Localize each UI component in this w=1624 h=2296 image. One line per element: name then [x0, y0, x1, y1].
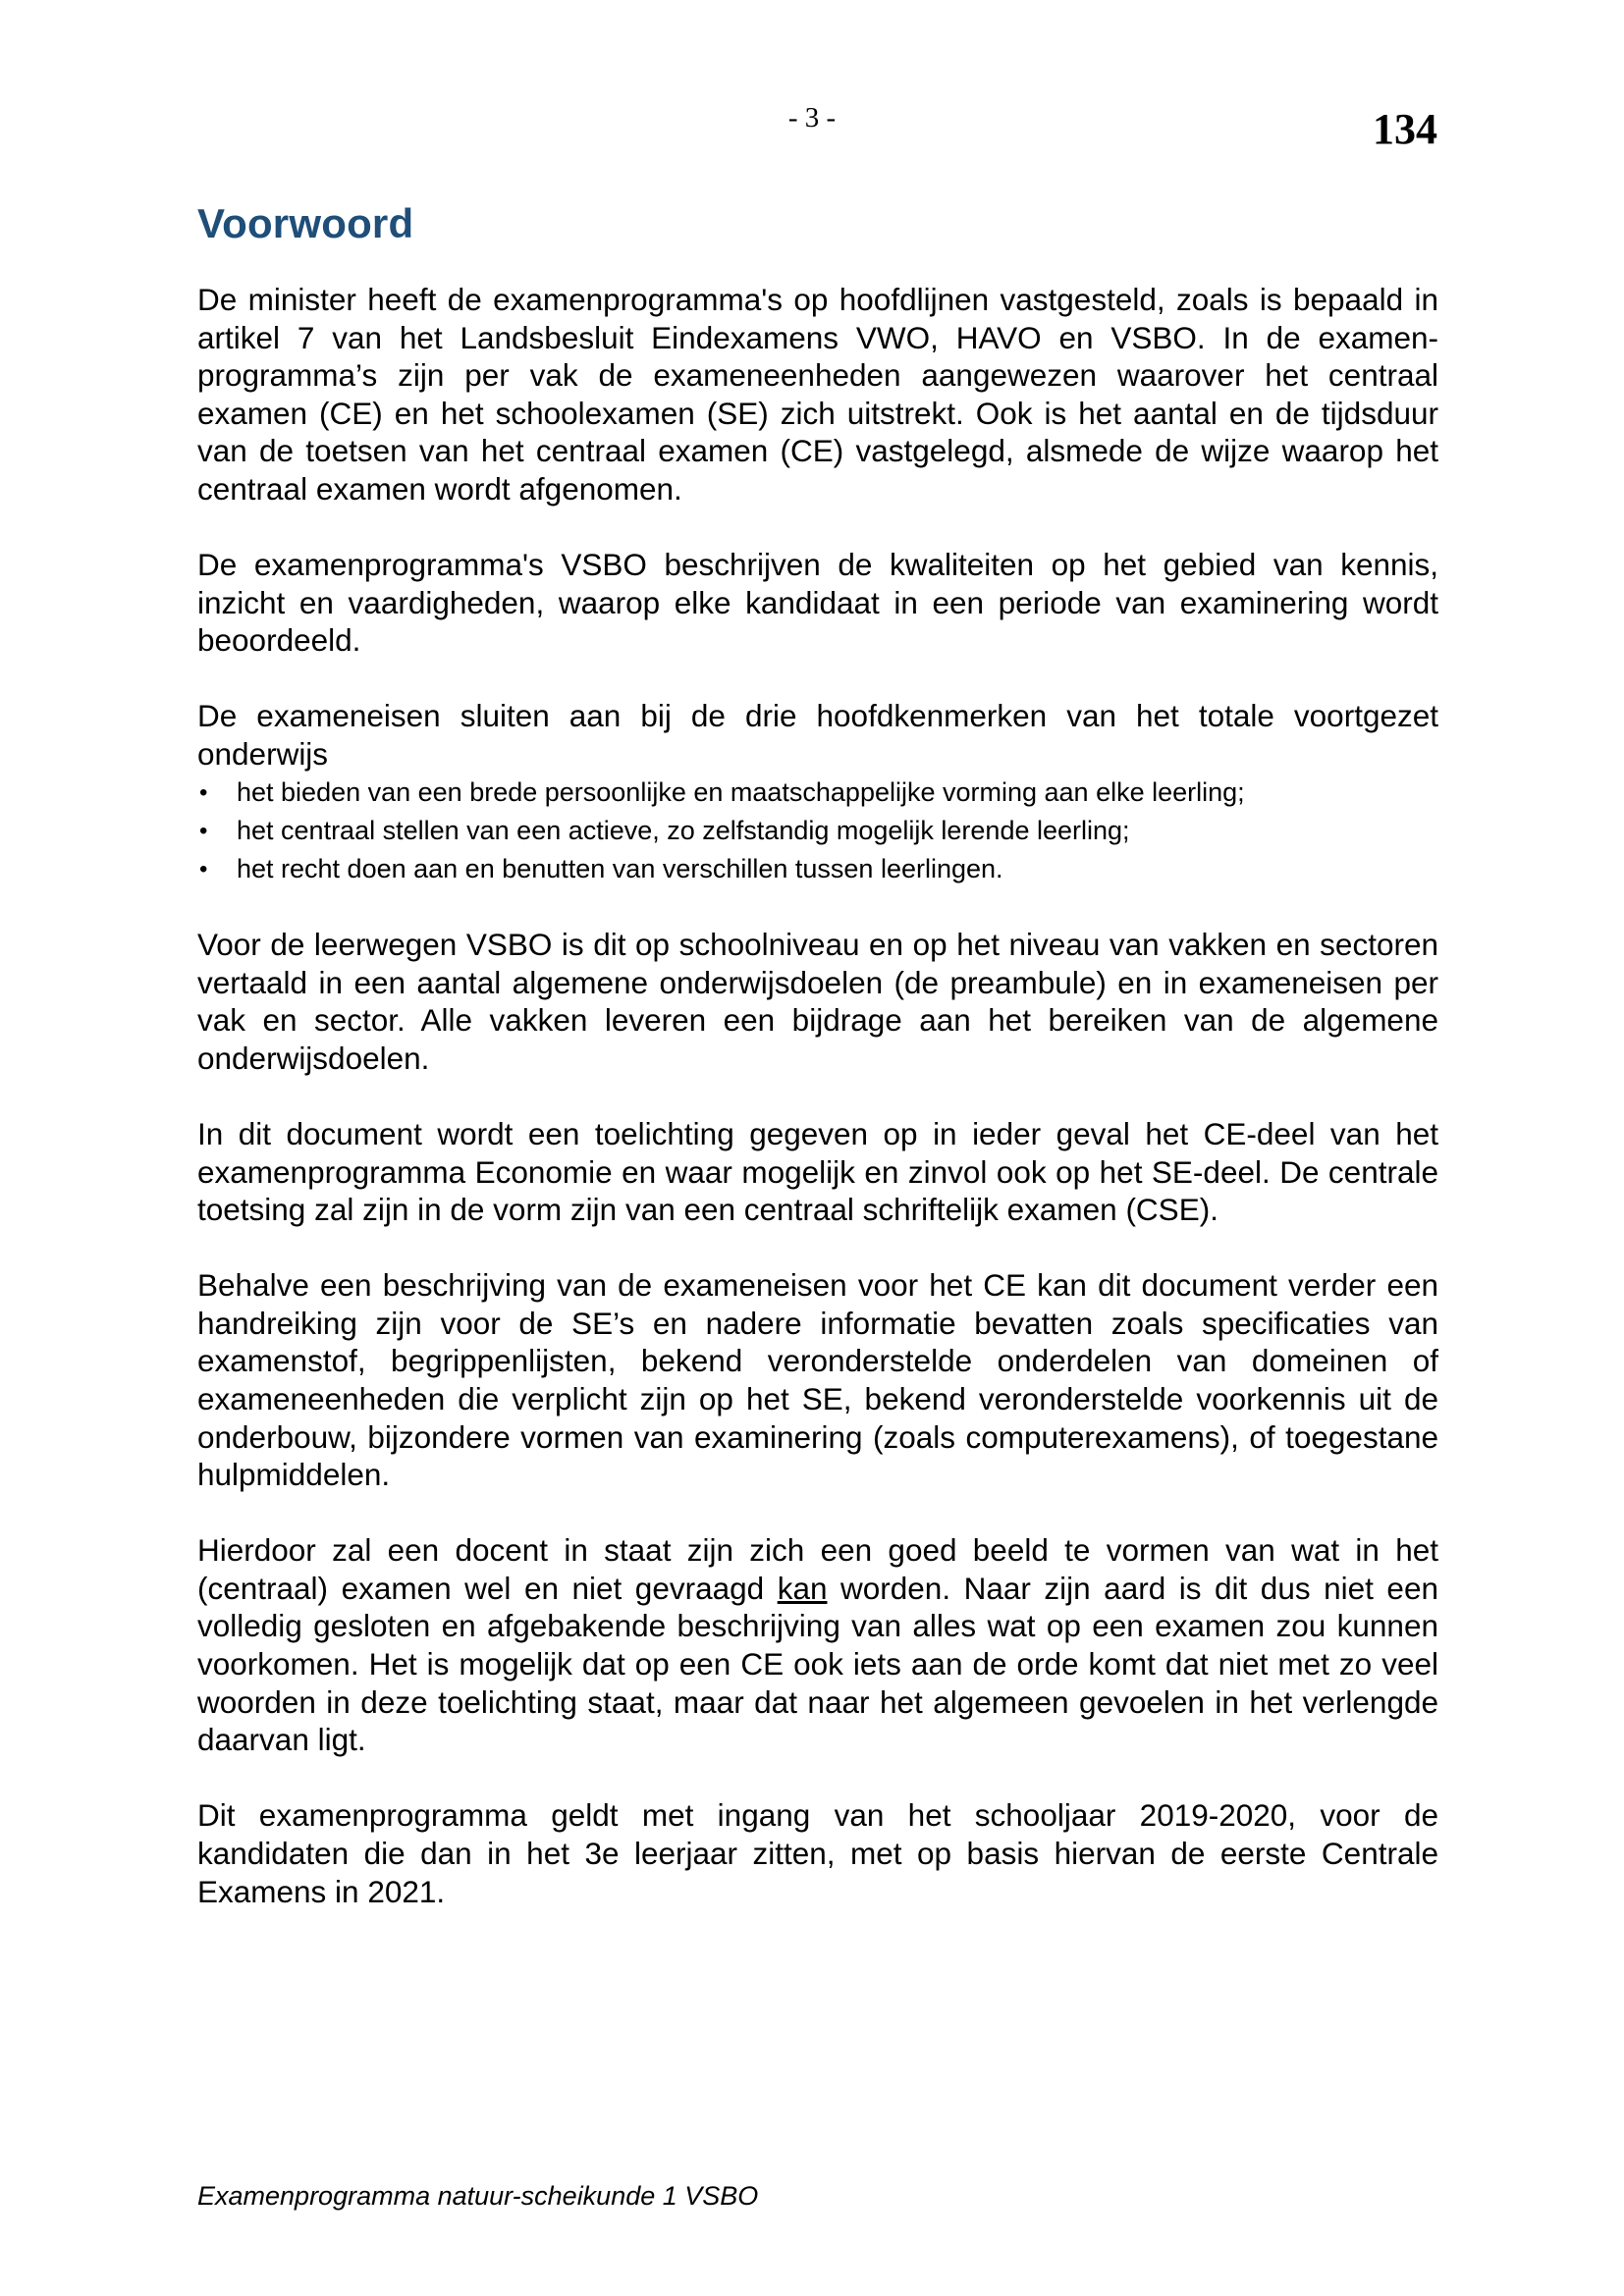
- bullet-icon: •: [199, 855, 208, 882]
- feature-list: [197, 774, 1438, 888]
- paragraph-document-scope: In dit document wordt een toelichting gegeven op in ieder geval het CE-deel van het examenprogramma Economie en waar mogelijk en zinvol ook op het SE-deel. De centrale toetsing zal zijn in de vorm zijn van een centraal schriftelijk examen (CSE).: [197, 1115, 1438, 1228]
- page-footer: Examenprogramma natuur-scheikunde 1 VSBO: [197, 2181, 759, 2211]
- list-item-text: het bieden van een brede persoonlijke en maatschappelijke vorming aan elke leerling;: [237, 776, 1245, 807]
- paragraph-learning-paths: Voor de leerwegen VSBO is dit op schoolniveau en op het niveau van vakken en sectoren vertaald in een aantal algemene onderwijsdoelen (de preambule) en in exameneisen per vak en sector. Alle vakken leveren een bijdrage aan het bereiken van de algemene onderwijsdoelen.: [197, 927, 1438, 1076]
- list-item-text: het centraal stellen van een actieve, zo zelfstandig mogelijk lerende leerling;: [237, 815, 1130, 845]
- bullet-icon: •: [199, 778, 208, 806]
- bullet-icon: •: [199, 817, 208, 844]
- paragraph-teacher-guidance: Hierdoor zal een docent in staat zijn zich een goed beeld te vormen van wat in het (centraal) examen wel en niet gevraagd kan worden. Naar zijn aard is dit dus niet een volledig gesloten en afgebakende beschrijving van alles wat op een examen zou kunnen voorkomen. Het is mogelijk dat op een CE ook iets aan de orde komt dat niet met zo veel woorden in deze toelichting staat, maar dat naar het algemeen gevoelen in het verlengde daarvan ligt.: [197, 1532, 1438, 1758]
- list-item-text: het recht doen aan en benutten van verschillen tussen leerlingen.: [237, 853, 1003, 883]
- section-title: Voorwoord: [197, 200, 414, 246]
- document-body: [197, 194, 1438, 1949]
- page-number: - 3 -: [787, 102, 837, 133]
- emphasis-underline: kan: [777, 1570, 828, 1606]
- list-item: [197, 812, 1438, 850]
- document-number: 134: [1373, 105, 1437, 153]
- paragraph-qualities: De examenprogramma's VSBO beschrijven de kwaliteiten op het gebied van kennis, inzicht en vaardigheden, waarop elke kandidaat in een periode van examinering wordt beoordeeld.: [197, 547, 1438, 659]
- paragraph-intro: De minister heeft de examenprogramma's op hoofdlijnen vastgesteld, zoals is bepaald in artikel 7 van het Landsbesluit Eindexamens VWO, HAVO en VSBO. In de examen-programma’s zijn per vak de exameneenheden aangewezen waarover het centraal examen (CE) en het schoolexamen (SE) zich uitstrekt. Ook is het aantal en de tijdsduur van de toetsen van het centraal examen (CE) vastgelegd, alsmede de wijze waarop het centraal examen wordt afgenomen.: [197, 282, 1438, 507]
- paragraph-effective-date: Dit examenprogramma geldt met ingang van het schooljaar 2019-2020, voor de kandidaten die dan in het 3e leerjaar zitten, met op basis hiervan de eerste Centrale Examens in 2021.: [197, 1797, 1438, 1909]
- paragraph-main-features: De exameneisen sluiten aan bij de drie hoofdkenmerken van het totale voortgezet onderwijs: [197, 698, 1438, 772]
- list-item: [197, 774, 1438, 812]
- paragraph-additional-info: Behalve een beschrijving van de exameneisen voor het CE kan dit document verder een handreiking zijn voor de SE’s en nadere informatie bevatten zoals specificaties van examenstof, begrippenlijsten, bekend veronderstelde onderdelen van domeinen of exameneenheden die verplicht zijn op het SE, bekend veronderstelde voorkennis uit de onderbouw, bijzondere vormen van examinering (zoals computerexamens), of toegestane hulpmiddelen.: [197, 1267, 1438, 1493]
- list-item: [197, 850, 1438, 888]
